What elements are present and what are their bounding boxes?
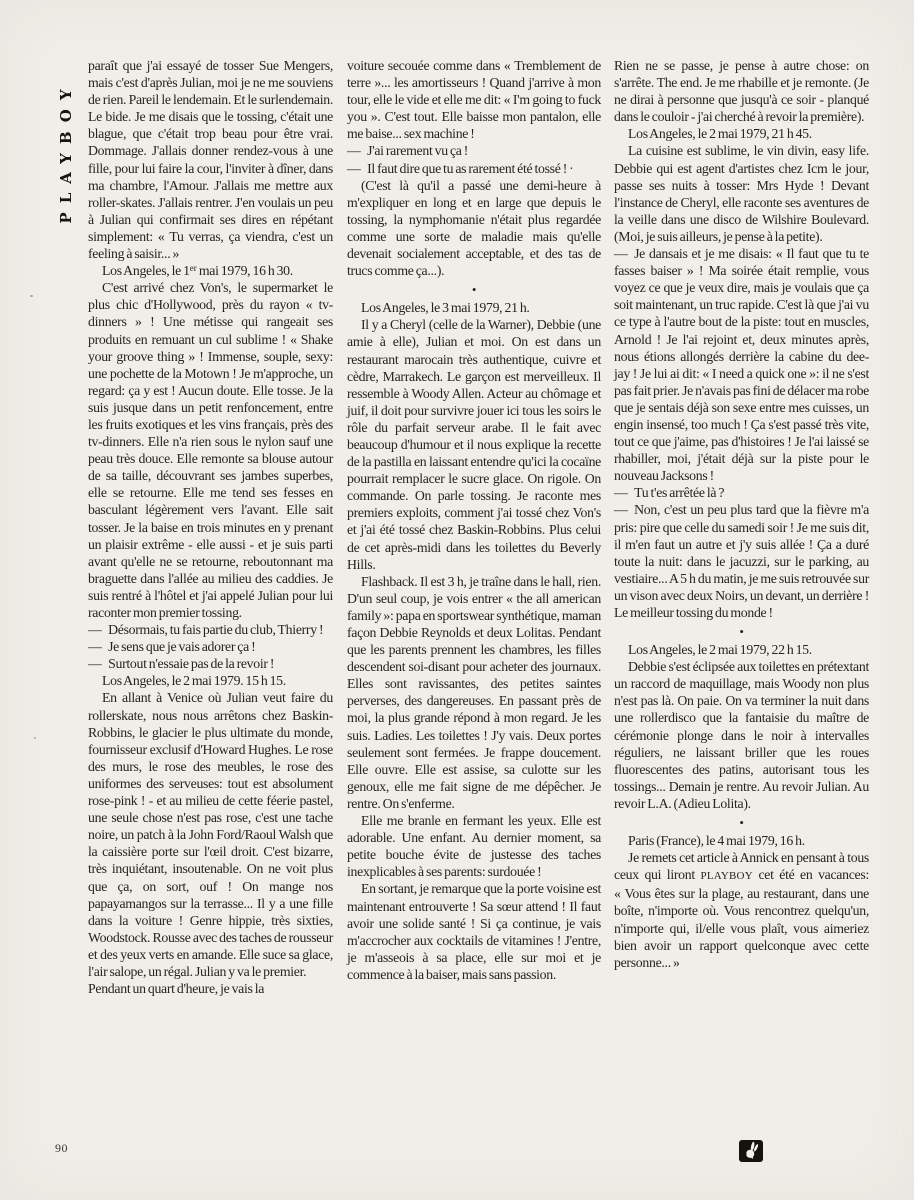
paragraph: voiture secouée comme dans « Tremblement de terre »... les amortisseurs ! Quand j'arrive à mon tour, elle le vide et elle me dit: « I'm going to fuck you ». C'est tout. Elle baisse mon pantalon, elle me baise... sex machine ! [347, 58, 601, 142]
paragraph: paraît que j'ai essayé de tosser Sue Mengers, mais c'est d'après Julian, moi je ne me souviens de rien. Pareil le lendemain. Et le surlendemain. Le bide. Je me disais que le tossing, c'était une blague, que c'était trop beau pour être vrai. Dommage. J'allais donner rendez-vous à une fille, pour lui faire la cour, l'inviter à dîner, dans ma chambre, l'Amour. J'allais me mettre aux roller-skates. J'allais rentrer. J'en voulais un peu à Julian qui confirmait ses dires en répétant simplement: « Tu verras, ça viendra, c'est un feeling à saisir... » [88, 58, 333, 262]
paragraph: En allant à Venice où Julian veut faire du rollerskate, nous nous arrêtons chez Baskin-Robbins, le glacier le plus ultimate du monde, fournisseur exclusif d'Howard Hughes. Le rose des murs, le rose des meubles, le rose des uniformes des serveuses: tout est absolument rose-pink ! - et au milieu de cette féerie pastel, une seule chose n'est pas rose, c'est une tache noire, un patch à la John Ford/Raoul Walsh que la caissière porte sur l'œil droit. C'est bizarre, très inquiétant, insoutenable. On ne voit plus que ça, on sort, ouf ! On mange nos papayamangos sur la terrasse... Il y a une fille dans la voiture ! Genre hippie, très sixties, Woodstock. Rousse avec des taches de rousseur et des yeux verts en amande. Elle suce sa glace, l'air salope, un régal. Julian y va le premier. [88, 690, 333, 979]
page-number: 90 [55, 1141, 68, 1155]
paragraph: C'est arrivé chez Von's, le supermarket le plus chic d'Hollywood, près du rayon « tv-dinners » ! Une métisse qui rangeait ses produits en remuant un cul sublime ! « Shake your groove thing » ! Immense, souple, sexy: une pochette de la Motown ! Je m'approche, un regard: ça y est ! Aucun doute. Elle tosse. Je la suis jusque dans un petit renfoncement, entre les fruits exotiques et les vins français, près des tv-dinners. Elle n'a rien sous le nylon sauf une peau très douce. Elle remonte sa blouse autour de sa taille, découvrant ses jambes superbes, elle se retourne. Elle me tend ses fesses en basculant légèrement vers l'avant. Elle sait tosser. Je la baise en trois minutes en y prenant un plaisir extrême - elle aussi - et je suis parti avant qu'elle ne se retourne, reboutonnant ma braguette dans l'allée au milieu des caddies. Je suis rentré à l'hôtel et j'ai appelé Julian pour lui raconter mon premier tossing. [88, 280, 333, 620]
paragraph: Elle me branle en fermant les yeux. Elle est adorable. Une enfant. Au dernier moment, sa petite bouche évite de justesse des taches inexplicables à ses parents: surdouée ! [347, 813, 601, 880]
section-separator: • [739, 624, 744, 640]
section-separator: • [739, 815, 744, 831]
paragraph: (C'est là qu'il a passé une demi-heure à m'expliquer en long et en large que depuis le tossing, la nymphomanie n'était plus regardée comme une sorte de maladie mais qu'elle devenait socialement acceptable, et des tas de trucs comme ça...). [347, 177, 601, 279]
paragraph: Debbie s'est éclipsée aux toilettes en prétextant un raccord de maquillage, mais Woody non plus n'est pas là. On paie. On va terminer la nuit dans une rollerdisco que la fantaisie du maître de cérémonie plonge dans le noir à intervalles réguliers, ne laissant briller que les roues fluorescentes des patins, autorisant tous les tossings... Demain je rentre. Au revoir Julian. Au revoir L.A. (Adieu Lolita). [614, 659, 869, 811]
paragraph: Los Angeles, le 2 mai 1979, 21 h 45. [628, 126, 812, 142]
paragraph: Los Angeles, le 2 mai 1979, 22 h 15. [628, 642, 812, 658]
paragraph: En sortant, je remarque que la porte voisine est maintenant entrouverte ! Sa sœur attend ! Il faut avoir une solide santé ! Si ça continue, je vais m'accrocher aux cocktails de vitamines ! J'entre, je m'asseois à sa place, elle sur moi et je commence à la baiser, mais sans passion. [347, 881, 601, 982]
dialogue-line: — Surtout n'essaie pas de la revoir ! [88, 656, 275, 672]
dialogue-line: — Je dansais et je me disais: « Il faut que tu te fasses baiser » ! Ma soirée était remplie, vous voyez ce que je veux dire, mais je voulais que ça soit maintenant, un truc rapide. C'est là que j'ai vu ce type à l'autre bout de la piste: tout en muscles, Arnold ! Je l'ai rejoint et, deux minutes après, nous étions allongés derrière la cabine du dee-jay ! Je lui ai dit: « I need a quick one »: il ne s'est pas fait prier. Je n'avais pas fini de délacer ma robe que je sentais déjà son sexe entre mes cuisses, un engin insensé, too much ! Ça s'est passé très vite, tout ce que j'aime, pas d'histoires ! Je l'ai laissé se rhabiller, moi, j'était déjà sur la piste pour le nouveau Jacksons ! [614, 246, 869, 484]
paragraph: Rien ne se passe, je pense à autre chose: on s'arrête. The end. Je me rhabille et je remonte. (Je ne dirai à personne que jusqu'à ce soir - planqué dans le couloir - j'ai cherché à revoir la première). [614, 58, 869, 125]
text-column-1 [88, 57, 333, 997]
dialogue-line: — Non, c'est un peu plus tard que la fièvre m'a pris: pire que celle du samedi soir ! Je me suis dit, il m'en faut un autre et j'y suis allée ! Ça a duré toute la nuit: dans le jacuzzi, sur le parking, au vestiaire... A 5 h du matin, je me suis retrouvée sur un vison avec deux Noirs, un devant, un derrière ! Le meilleur tossing du monde ! [614, 502, 869, 620]
text-column-3 [614, 57, 869, 971]
paragraph: Pendant un quart d'heure, je vais la [88, 981, 265, 997]
scan-speck [30, 295, 33, 297]
dialogue-line: — Tu t'es arrêtée là ? [614, 485, 725, 501]
paragraph: Los Angeles, le 2 mai 1979. 15 h 15. [102, 673, 286, 689]
dialogue-line: — J'ai rarement vu ça ! [347, 143, 469, 159]
section-separator: • [471, 282, 477, 298]
paragraph: Paris (France), le 4 mai 1979, 16 h. [628, 833, 805, 849]
paragraph: Flashback. Il est 3 h, je traîne dans le hall, rien. D'un seul coup, je vois entrer « the all american family »: papa en sportswear synthétique, maman façon Debbie Reynolds et deux Lolitas. Pendant que les parents prennent les chambres, les filles descendent soi-disant pour acheter des journaux. Elles sont ravissantes, des petites saintes perverses, des dangereuses. En passant près de moi, la plus grande répond à mon regard. Je les suis. Ladies. Les toilettes ! J'y vais. Deux portes seulement sont fermées. Je frappe doucement. Elle ouvre. Elle est assise, sa culotte sur les genoux, elle me fait signe de me dépêcher. Je rentre. On s'enferme. [347, 573, 601, 811]
playboy-bunny-icon [739, 1140, 763, 1162]
paragraph: Il y a Cheryl (celle de la Warner), Debbie (une amie à elle), Julian et moi. On est dans un restaurant marocain très authentique, cuivre et cèdre, Marrakech. Le garçon est merveilleux. Il ressemble à Woody Allen. Acteur au chômage et juif, il doit pour survivre jouer ici tous les soirs le rôle du parfait serveur arabe. Il le fait avec beaucoup d'humour et il nous explique la recette de la pastilla en laissant entendre qu'ici la cocaïne pourrait remplacer le sucre glace. On rigole. On commande. On parle tossing. Je raconte mes premiers exploits, comment j'ai tossé chez Von's et j'ai été tossé chez Baskin-Robbins. Plus celui de cet après-midi dans les toilettes du Beverly Hills. [347, 317, 601, 572]
paragraph: Los Angeles, le 1er mai 1979, 16 h 30. [102, 263, 293, 279]
dialogue-line: — Désormais, tu fais partie du club, Thierry ! [88, 622, 324, 638]
paragraph: La cuisine est sublime, le vin divin, easy life. Debbie qui est agent d'artistes chez Icm le jour, passe ses nuits à tosser: Mrs Hyde ! Devant l'instance de Cheryl, elle raconte ses aventures de la veille dans une disco de Wilshire Boulevard. (Moi, je suis ailleurs, je pense à la petite). [614, 143, 869, 244]
text-column-2 [347, 57, 601, 983]
dialogue-line: — Il faut dire que tu as rarement été tossé ! · [347, 160, 574, 176]
margin-brand-playboy: PLAYBOY [57, 80, 75, 224]
paragraph: Los Angeles, le 3 mai 1979, 21 h. [361, 300, 530, 316]
scan-speck [34, 737, 36, 739]
dialogue-line: — Je sens que je vais adorer ça ! [88, 639, 256, 655]
paragraph: Je remets cet article à Annick en pensant à tous ceux qui liront PLAYBOY cet été en vacances: « Vous êtes sur la plage, au restaurant, dans une boîte, n'importe où. Vous rencontrez quelqu'un, n'importe qui, il/elle vous plaît, vous aimeriez bien avoir un rapport quelconque avec cette personne... » [614, 850, 869, 970]
